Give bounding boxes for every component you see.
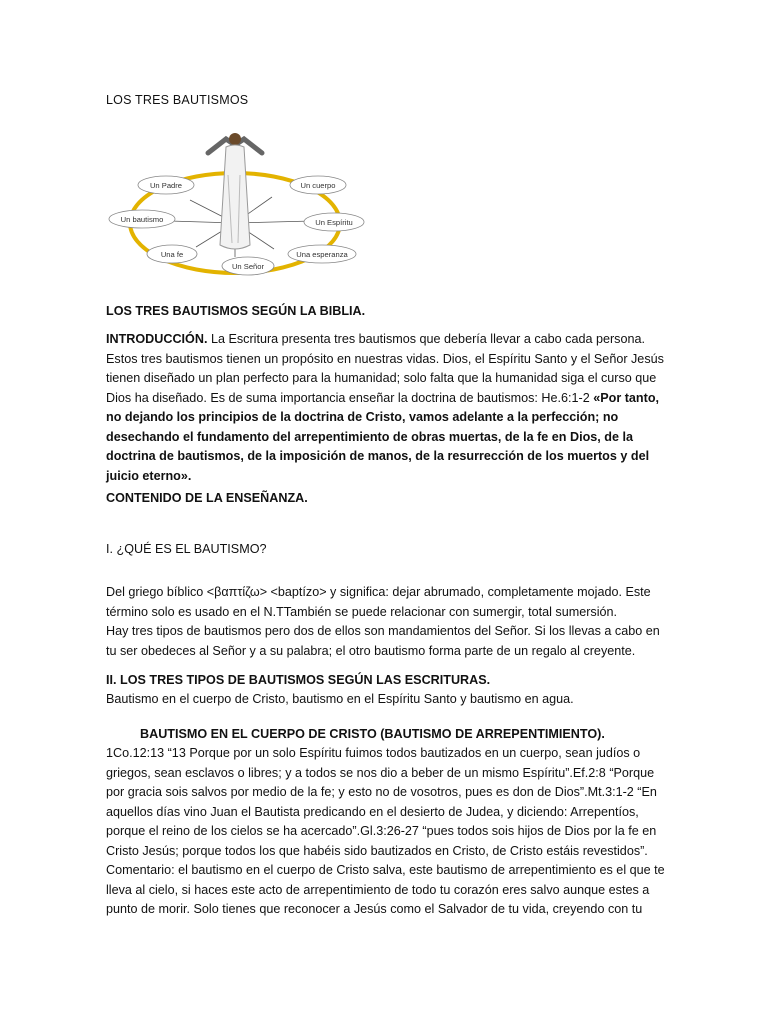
label-un-espiritu: Un Espíritu	[315, 218, 353, 227]
label-una-esperanza: Una esperanza	[296, 250, 348, 259]
intro-text: La Escritura presenta tres bautismos que debería llevar a cabo cada persona. Estos tres bautismos tienen un propósito en nuestras vidas. Dios, el Espíritu Santo y el Señor Jesús tienen diseñado un plan perfecto para la humanidad; solo falta que la humanidad siga el curso que Dios ha diseñado. Es de suma importancia enseñar la doctrina de bautismos: He.6:1-2	[106, 332, 664, 405]
document-title: LOS TRES BAUTISMOS	[106, 93, 249, 107]
seven-unities-illustration	[104, 125, 366, 281]
label-un-cuerpo: Un cuerpo	[300, 181, 336, 190]
subsection-comment: Comentario: el bautismo en el cuerpo de Cristo salva, este bautismo de arrepentimiento es el que te lleva al cielo, si haces este acto de arrepentimiento de todo tu corazón eres salvo aunque estes a punto de morir. Solo tienes que reconocer a Jesús como el Salvador de tu vida, creyendo con tu	[106, 863, 665, 916]
label-un-senor: Un Señor	[231, 262, 265, 271]
person-figure-icon	[208, 133, 262, 249]
section-ii-text: Bautismo en el cuerpo de Cristo, bautismo en el Espíritu Santo y bautismo en agua.	[106, 692, 574, 706]
section-i-body	[106, 583, 666, 661]
introduction-paragraph	[106, 330, 666, 486]
section-ii-heading: II. LOS TRES TIPOS DE BAUTISMOS SEGÚN LAS ESCRITURAS.	[106, 673, 491, 687]
section-i-paragraph-1: Del griego bíblico <βαπτίζω> <baptízo> y significa: dejar abrumado, completamente mojado. Este término solo es usado en el N.TTambién se puede relacionar con sumergir, total sumersión.	[106, 585, 651, 619]
intro-label: INTRODUCCIÓN.	[106, 332, 208, 346]
label-una-fe: Una fe	[160, 250, 184, 259]
subsection-body	[106, 744, 666, 920]
label-un-bautismo: Un bautismo	[120, 215, 164, 224]
intro-quote: «Por tanto, no dejando los principios de la doctrina de Cristo, vamos adelante a la perfección; no desechando el fundamento del arrepentimiento de obras muertas, de la fe en Dios, de la doctrina de bautismos, de la imposición de manos, de la resurrección de los muertos y del juicio eterno».	[106, 390, 660, 483]
section-i-paragraph-2: Hay tres tipos de bautismos pero dos de ellos son mandamientos del Señor. Si los llevas a cabo en tu ser obedeces al Señor y a su palabra; el otro bautismo forma parte de un regalo al creyente.	[106, 624, 660, 658]
subsection-verses: 1Co.12:13 “13 Porque por un solo Espíritu fuimos todos bautizados en un cuerpo, sean judíos o griegos, sean esclavos o libres; y a todos se nos dio a beber de un mismo Espíritu”.Ef.2:8 “Porque por gracia sois salvos por medio de la fe; y esto no de vosotros, pues es don de Dios”.Mt.3:1-2 “En aquellos días vino Juan el Bautista predicando en el desierto de Judea, y diciendo: Arrepentíos, porque el reino de los cielos se ha acercado”.Gl.3:26-27 “pues todos sois hijos de Dios por la fe en Cristo Jesús; porque todos los que habéis sido bautizados en Cristo, de Cristo estáis revestidos”.	[106, 746, 657, 858]
section-title: LOS TRES BAUTISMOS SEGÚN LA BIBLIA.	[106, 304, 366, 318]
section-i-heading: I. ¿QUÉ ES EL BAUTISMO?	[106, 542, 267, 556]
label-un-padre: Un Padre	[149, 181, 183, 190]
subsection-heading: BAUTISMO EN EL CUERPO DE CRISTO (BAUTISMO DE ARREPENTIMIENTO).	[140, 727, 605, 741]
contenido-heading: CONTENIDO DE LA ENSEÑANZA.	[106, 491, 308, 505]
